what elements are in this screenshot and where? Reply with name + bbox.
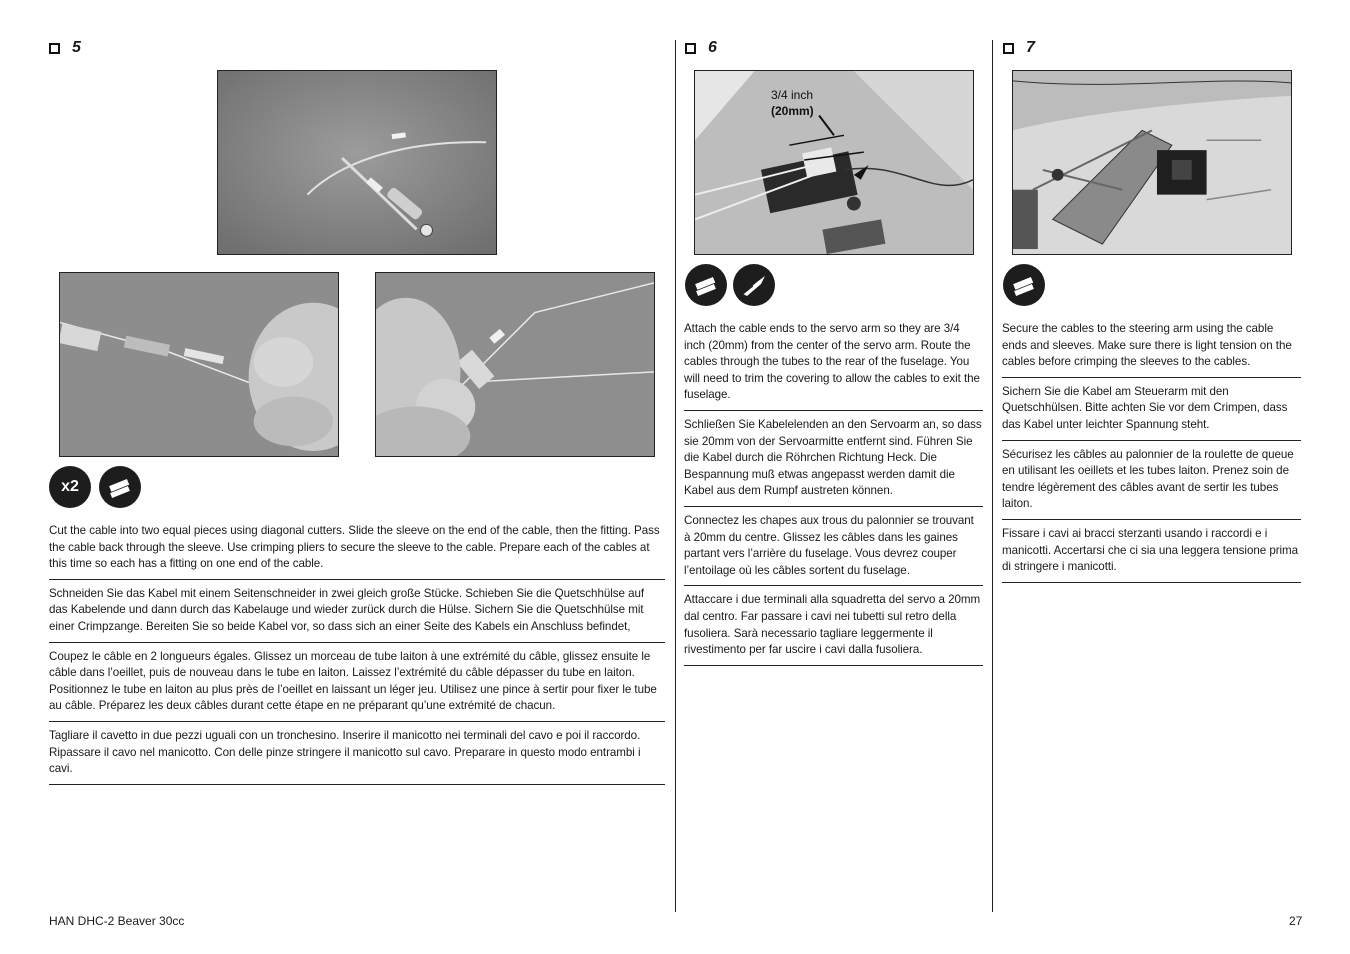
- column-divider-2: [992, 40, 993, 912]
- hobby-knife-icon: [733, 264, 775, 306]
- instruction-fr: Connectez les chapes aux trous du palonnier se trouvant à 20mm du centre. Glissez les câbles dans les gaines partant vers l’arrière du fuselage. Vous devrez couper l’entoilage où les câbles sortent du fuselage.: [684, 507, 983, 586]
- step-5-heading: [49, 39, 81, 57]
- instruction-en: Secure the cables to the steering arm using the cable ends and sleeves. Make sure there is light tension on the cables before crimping the sleeves to the cables.: [1002, 321, 1301, 378]
- instruction-fr: Coupez le câble en 2 longueurs égales. Glissez un morceau de tube laiton à une extrémité du câble, glissez ensuite le câble dans l’oeillet, puis de nouveau dans le tube en laiton. Laissez l’extrémité du câble dépasser du tube en laiton. Positionnez le tube en laiton au plus près de l’oeillet en laissant un léger jeu. Utilisez une pince à sertir pour fixer le tube au câble. Préparez les deux câbles durant cette étape en ne préparant qu’une extrémité de chacun.: [49, 643, 665, 722]
- quantity-badge: [49, 466, 91, 508]
- step-7-text: [1002, 321, 1301, 583]
- step-6-text: [684, 321, 983, 666]
- checkbox-icon[interactable]: [685, 43, 696, 54]
- crimping-pliers-icon: [99, 466, 141, 508]
- instruction-de: Sichern Sie die Kabel am Steuerarm mit den Quetschhülsen. Bitte achten Sie vor dem Crimpen, dass das Kabel unter leichter Spannung steht.: [1002, 378, 1301, 441]
- step-7-heading: [1003, 39, 1035, 57]
- quantity-label: x2: [61, 478, 79, 495]
- instruction-it: Attaccare i due terminali alla squadretta del servo a 20mm dal centro. Far passare i cavi nei tubetti sul retro della fusoliera. Sarà necessario tagliare leggermente il rivestimento per far uscire i cavi dalla fusoliera.: [684, 586, 983, 665]
- instruction-it: Fissare i cavi ai bracci sterzanti usando i raccordi e i manicotti. Accertarsi che ci sia una leggera tensione prima di stringere i manicotti.: [1002, 520, 1301, 583]
- column-divider-1: [675, 40, 676, 912]
- step-number: 5: [72, 39, 81, 56]
- crimping-pliers-icon: [1003, 264, 1045, 306]
- footer-title: HAN DHC-2 Beaver 30cc: [49, 914, 185, 928]
- step-5-text: [49, 523, 665, 785]
- step-number: 6: [708, 39, 717, 56]
- step-5-photo-cable-fitting: [217, 70, 497, 255]
- step-5-photo-slide-sleeve: [59, 272, 339, 457]
- instruction-de: Schließen Sie Kabelelenden an den Servoarm an, so dass sie 20mm von der Servoarmitte entfernt sind. Führen Sie die Kabel durch die Röhrchen Richtung Heck. Die Bespannung muß etwas angepasst werden damit die Kabel aus dem Rumpf austreten können.: [684, 411, 983, 507]
- instruction-en: Attach the cable ends to the servo arm so they are 3/4 inch (20mm) from the center of the servo arm. Route the cables through the tubes to the rear of the fuselage. You will need to trim the covering to allow the cables to exit the fuselage.: [684, 321, 983, 411]
- instruction-de: Schneiden Sie das Kabel mit einem Seitenschneider in zwei gleich große Stücke. Schieben Sie die Quetschhülse auf das Kabelende und dann durch das Kabelauge und wieder zurück durch die Hülse. Sichern Sie die Quetschhülse mit einer Crimpzange. Bereiten Sie so beide Kabel vor, so dass sich an einer Seite des Kabels ein Anschluss befindet,: [49, 580, 665, 643]
- step-7-photo-steering-arm: [1012, 70, 1292, 255]
- instruction-en: Cut the cable into two equal pieces using diagonal cutters. Slide the sleeve on the end of the cable, then the fitting. Pass the cable back through the sleeve. Use crimping pliers to secure the sleeve to the cable. Prepare each of the cables at this time so each has a fitting on one end of the cable.: [49, 523, 665, 580]
- crimping-pliers-icon: [685, 264, 727, 306]
- checkbox-icon[interactable]: [1003, 43, 1014, 54]
- instruction-it: Tagliare il cavetto in due pezzi uguali con un tronchesino. Inserire il manicotto nei terminali del cavo e poi il raccordo. Ripassare il cavo nel manicotto. Con delle pinze stringere il manicotto sul cavo. Preparare in questo modo entrambi i cavi.: [49, 722, 665, 785]
- page-number: 27: [1289, 914, 1303, 928]
- step-number: 7: [1026, 39, 1035, 56]
- instruction-fr: Sécurisez les câbles au palonnier de la roulette de queue en utilisant les oeillets et les tubes laiton. Prenez soin de tendre légèrement des câbles avant de sertir les tubes laiton.: [1002, 441, 1301, 520]
- measurement-inch: 3/4 inch: [771, 88, 814, 102]
- measurement-label: [771, 87, 814, 119]
- step-6-heading: [685, 39, 717, 57]
- measurement-mm: (20mm): [771, 104, 814, 118]
- checkbox-icon[interactable]: [49, 43, 60, 54]
- step-6-photo-servo-arm: [694, 70, 974, 255]
- step-5-photo-crimp-fitting: [375, 272, 655, 457]
